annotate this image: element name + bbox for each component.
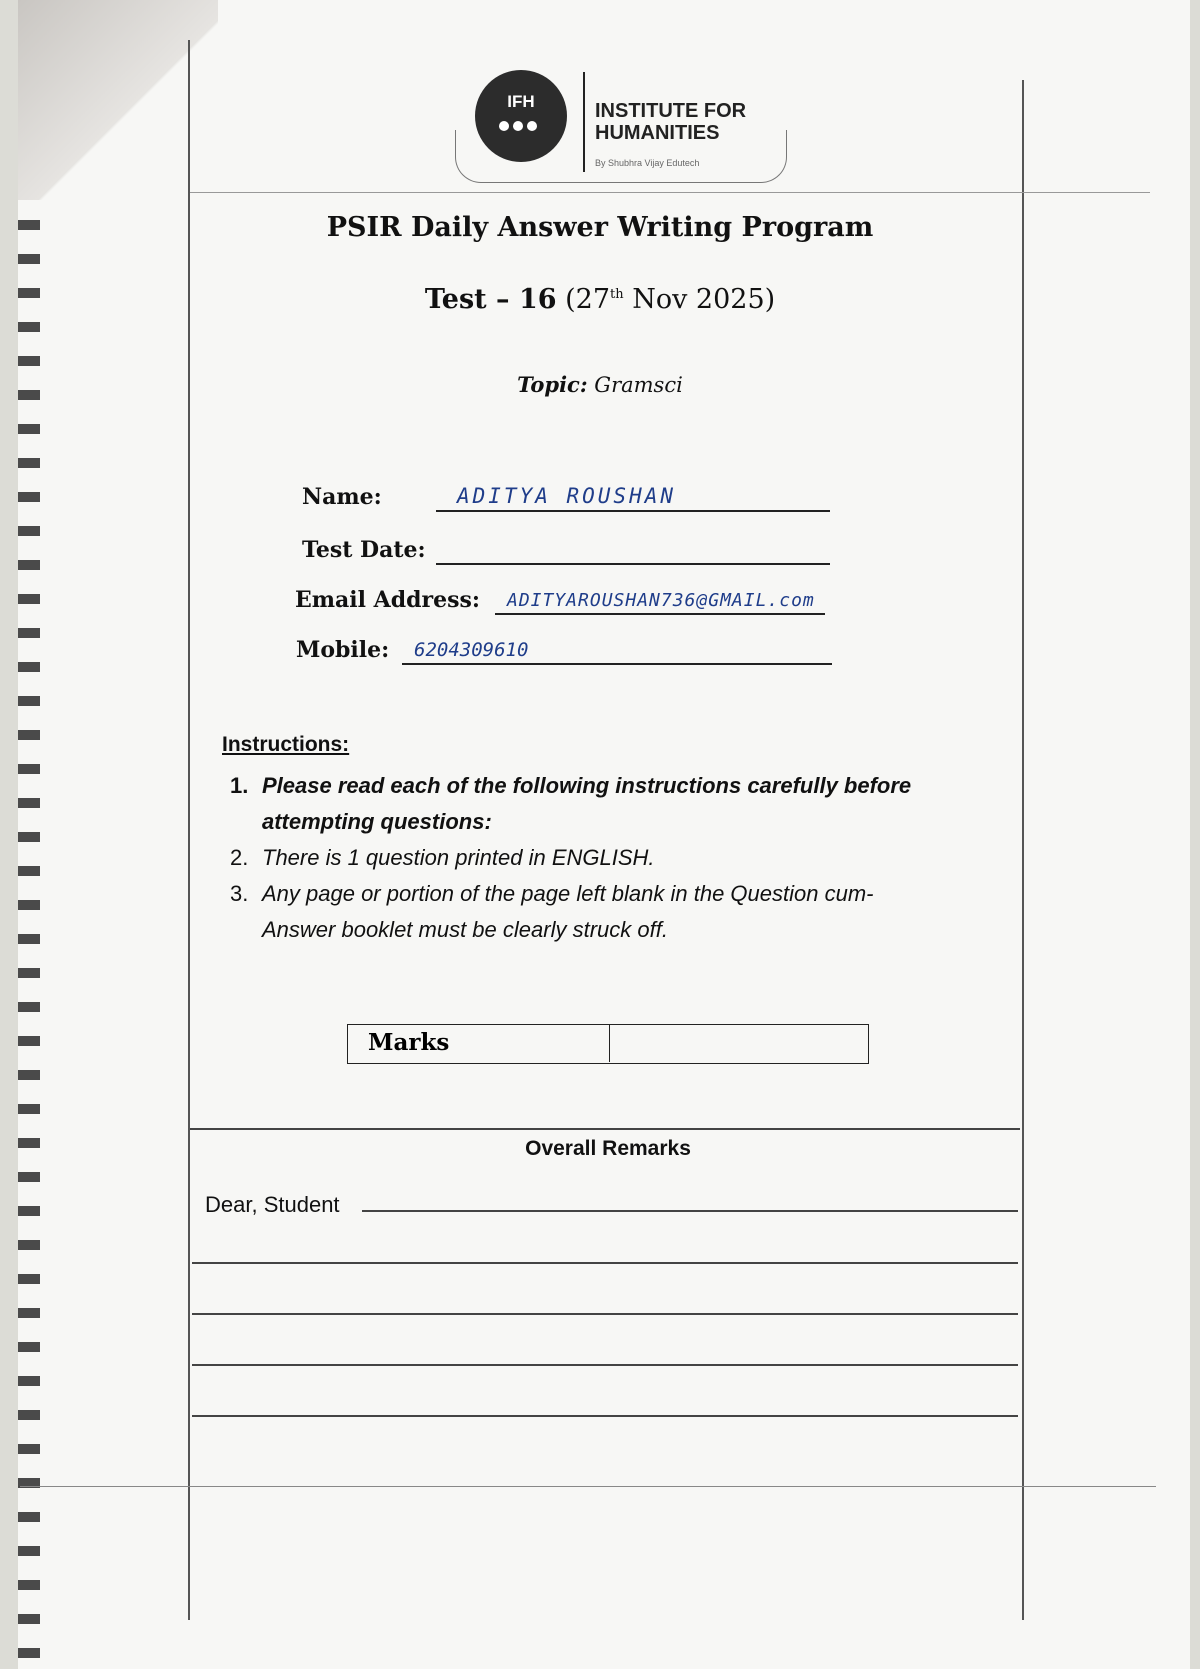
logo-separator [583,72,585,172]
email-field[interactable] [295,583,935,615]
logo-tagline: By Shubhra Vijay Edutech [595,158,700,168]
spiral-binding [18,220,40,1669]
instructions-heading: Instructions: [222,733,350,756]
test-date-underline [436,563,830,565]
remarks-line[interactable] [362,1210,1018,1212]
test-date-ordinal: th [610,287,624,302]
instruction-text: Please read each of the following instructions carefully before attempting questions: [262,773,912,834]
remarks-line[interactable] [192,1415,1018,1417]
page-title: PSIR Daily Answer Writing Program [326,212,874,243]
header-divider [190,192,1150,193]
page-edge-line [20,1486,1156,1487]
mobile-field[interactable] [296,633,836,665]
remarks-top-rule [190,1128,1020,1130]
marks-label: Marks [348,1025,610,1062]
topic-line [0,372,1200,397]
mobile-value: 6204309610 [414,639,529,661]
instruction-text: Any page or portion of the page left blank in the Question cum-Answer booklet must be clearly struck off. [262,881,874,942]
test-date-field[interactable] [302,533,832,565]
instruction-item [222,876,922,948]
logo-abbreviation: IFH [507,92,535,111]
name-field[interactable] [302,480,832,512]
marks-table [347,1024,869,1064]
remarks-line[interactable] [192,1262,1018,1264]
topic-value: Gramsci [594,373,683,397]
instruction-number: 2. [230,845,249,870]
institute-logo [455,70,795,185]
mobile-underline [402,663,832,665]
instruction-number: 1. [230,773,249,798]
remarks-line[interactable] [192,1364,1018,1366]
remarks-line[interactable] [192,1313,1018,1315]
instruction-text: There is 1 question printed in ENGLISH. [262,845,655,870]
logo-emblem [475,70,567,162]
email-underline [495,613,825,615]
email-label: Email Address: [295,587,480,613]
topic-label: Topic: [517,372,588,397]
remarks-greeting: Dear, Student [205,1192,340,1217]
mobile-label: Mobile: [296,637,390,663]
page-border-left [188,40,190,1620]
instruction-item [222,840,922,876]
test-date-suffix: Nov 2025) [623,284,776,315]
test-number: Test – 16 [424,284,557,315]
name-label: Name: [302,484,382,510]
remarks-heading: Overall Remarks [525,1137,691,1160]
institute-name: INSTITUTE FOR HUMANITIES [595,100,747,144]
test-date-label: Test Date: [302,537,426,563]
instructions-list [222,768,922,948]
test-date-prefix: (27 [565,284,611,315]
name-value: ADITYA ROUSHAN [457,484,677,508]
test-heading [0,284,1200,315]
people-icon [499,118,549,136]
email-value: ADITYAROUSHAN736@GMAIL.com [507,590,815,611]
name-underline [436,510,830,512]
instruction-number: 3. [230,881,249,906]
instruction-item [222,768,922,840]
